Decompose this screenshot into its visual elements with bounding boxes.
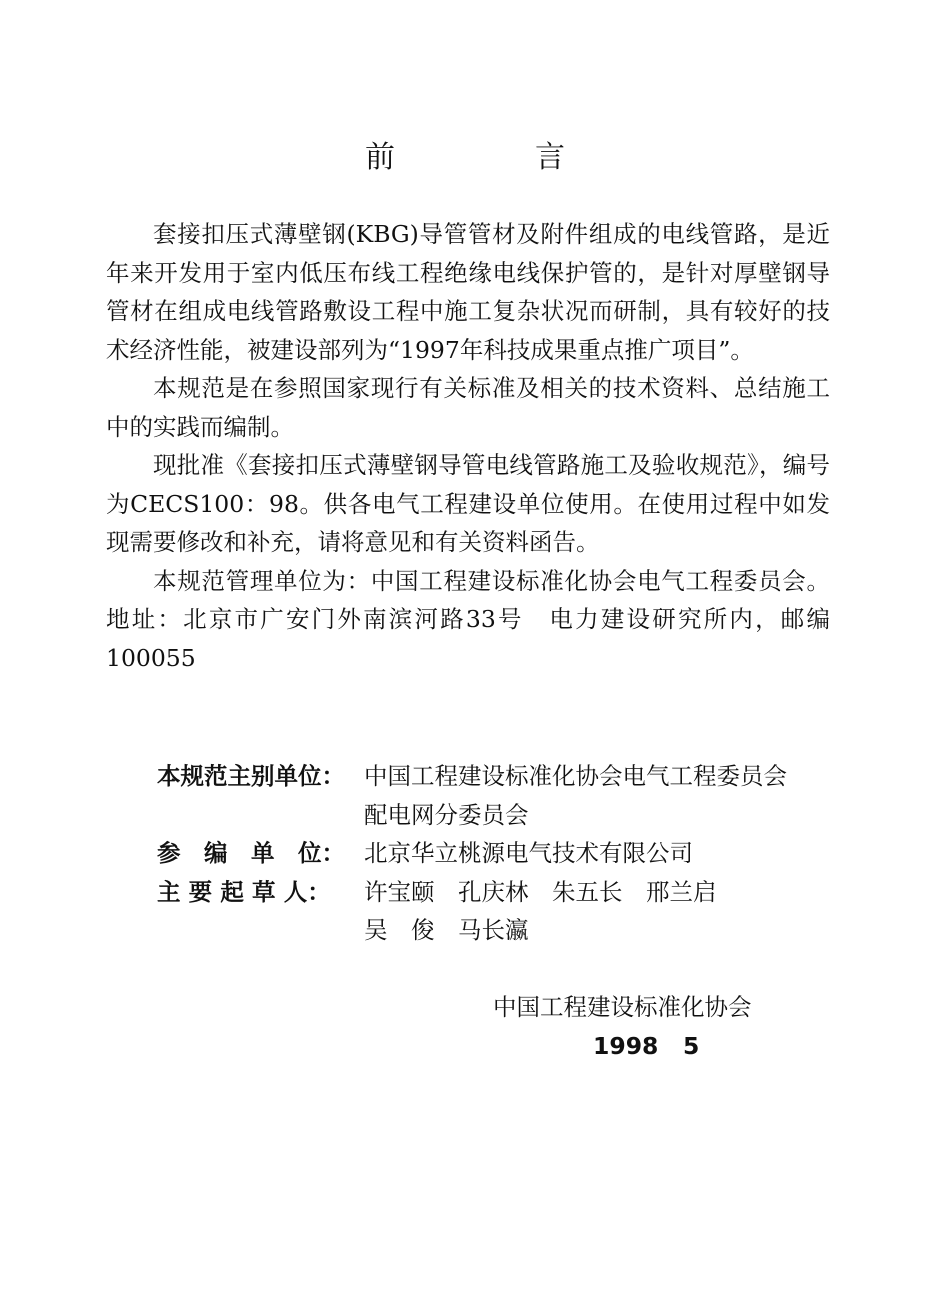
credit-row-drafters-cont [157,911,837,950]
page-title [365,138,565,178]
chief-unit-value-cont: 配电网分委员会 [364,800,529,829]
drafters-value-cont: 吴 俊 马长瀛 [364,916,529,944]
paragraph-2: 本规范是在参照国家现行有关标准及相关的技术资料、总结施工中的实践而编制。 [106,374,830,441]
chief-unit-label: 本规范主别单位： [157,762,345,790]
chief-unit-value: 中国工程建设标准化协会电气工程委员会 [364,762,787,790]
credit-row-chief-cont [157,796,837,835]
drafters-value: 许宝颐 孔庆林 朱五长 邢兰启 [364,877,717,906]
credits-block [157,757,837,950]
paragraph-4: 本规范管理单位为：中国工程建设标准化协会电气工程委员会。地址：北京市广安门外南滨河路33号 电力建设研究所内，邮编100055 [106,566,830,672]
credit-row-chief [157,757,837,796]
paragraph-1: 套接扣压式薄壁钢(KBG)导管管材及附件组成的电线管路，是近年来开发用于室内低压布线工程绝缘电线保护管的，是针对厚壁钢导管材在组成电线管路敷设工程中施工复杂状况而研制，具有较好的技术经济性能，被建设部列为“1997年科技成果重点推广项目”。 [106,220,830,364]
title-char-2: 言 [535,140,565,175]
participant-unit-value: 北京华立桃源电气技术有限公司 [364,839,693,867]
drafters-label: 主 要 起 草 人： [157,877,331,906]
participant-unit-label: 参 编 单 位： [157,839,345,867]
signature-date: 1998 5 [593,1032,700,1060]
signature-organization: 中国工程建设标准化协会 [493,993,752,1021]
paragraph-3: 现批准《套接扣压式薄壁钢导管电线管路施工及验收规范》，编号为CECS100：98。供各电气工程建设单位使用。在使用过程中如发现需要修改和补充，请将意见和有关资料函告。 [106,451,830,556]
credit-row-drafters [157,873,837,912]
preface-body [106,215,830,677]
title-char-1: 前 [365,140,395,175]
credit-row-participant [157,834,837,873]
